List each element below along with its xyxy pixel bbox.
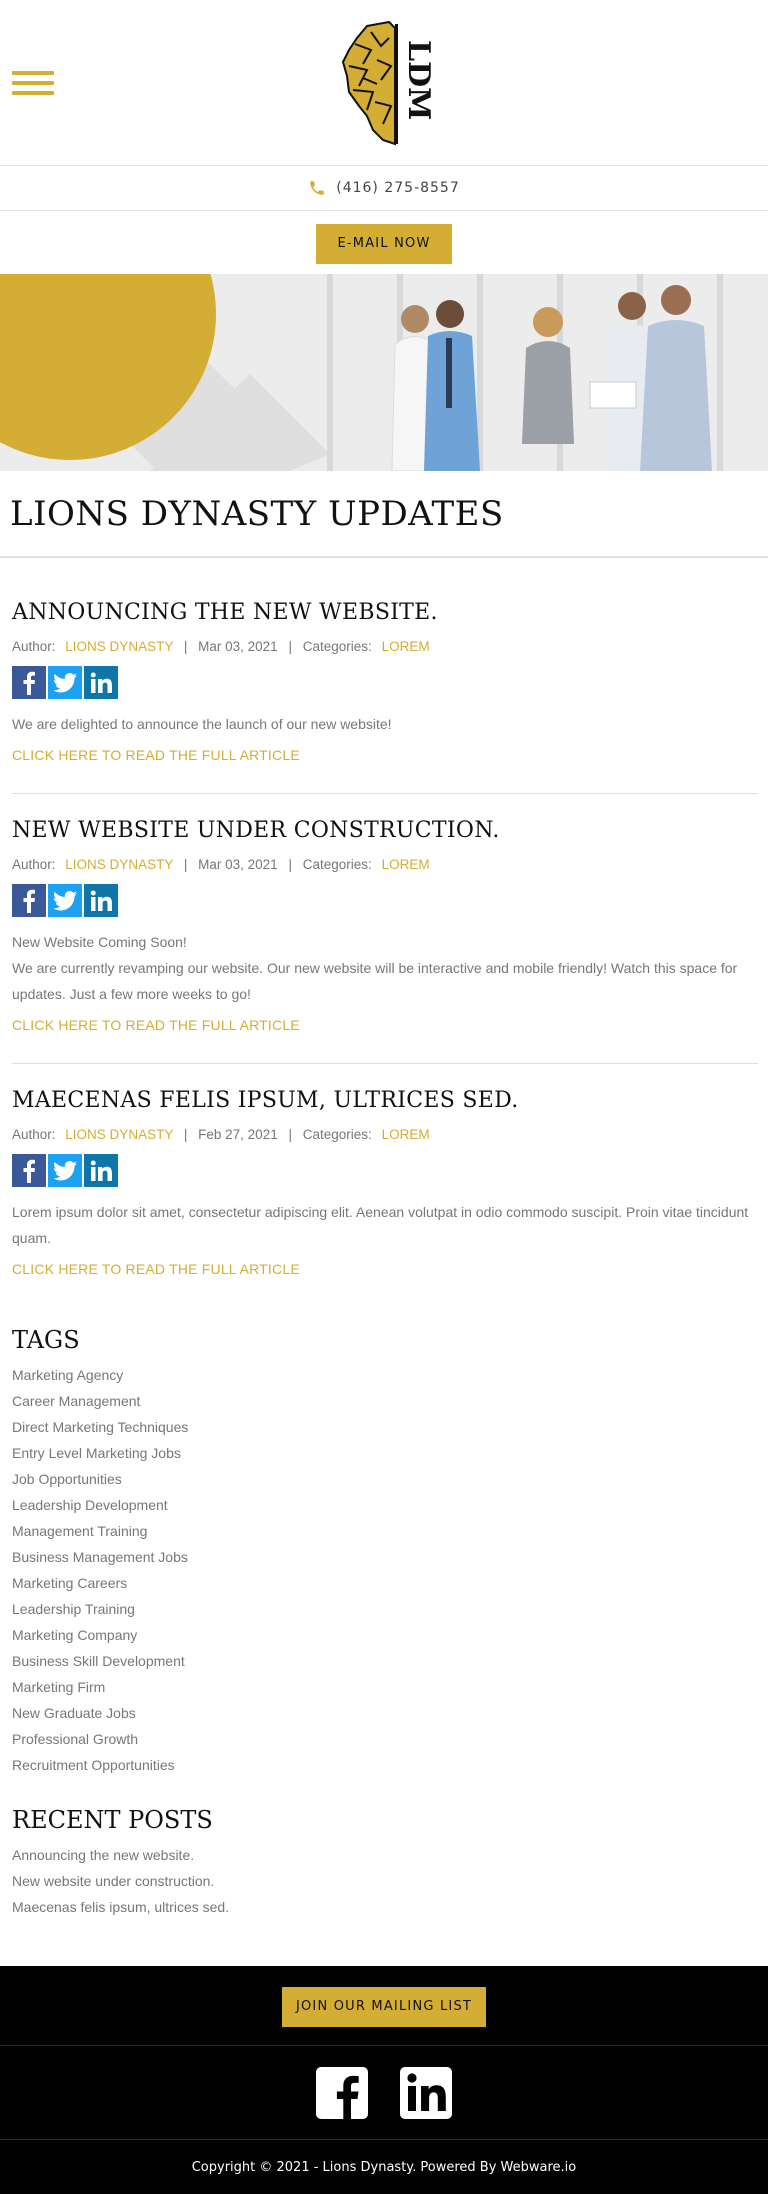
tag-link[interactable]: Marketing Firm xyxy=(12,1679,106,1695)
author-label: Author: xyxy=(12,639,56,654)
author-link[interactable]: LIONS DYNASTY xyxy=(65,1127,174,1142)
footer-social-row xyxy=(0,2046,768,2140)
meta-separator: | xyxy=(288,1127,292,1142)
post-excerpt xyxy=(12,711,758,737)
tag-link[interactable]: Business Skill Development xyxy=(12,1653,185,1669)
category-link[interactable]: LOREM xyxy=(381,1127,430,1142)
meta-separator: | xyxy=(183,639,188,654)
read-more-link[interactable]: CLICK HERE TO READ THE FULL ARTICLE xyxy=(12,1017,300,1033)
meta-separator: | xyxy=(288,857,292,872)
post-paragraph: Lorem ipsum dolor sit amet, consectetur adipiscing elit. Aenean volutpat in odio commodo suscipit. Proin vitae tincidunt quam. xyxy=(12,1204,749,1246)
tag-link[interactable]: Recruitment Opportunities xyxy=(12,1757,175,1773)
linkedin-icon[interactable] xyxy=(84,1154,118,1187)
recent-posts-section xyxy=(12,1806,758,1920)
site-logo[interactable] xyxy=(337,20,437,148)
post-excerpt xyxy=(12,1199,758,1251)
share-buttons xyxy=(12,666,758,699)
tag-link[interactable]: Marketing Agency xyxy=(12,1367,124,1383)
phone-number[interactable]: (416) 275-8557 xyxy=(336,180,460,196)
tag-link[interactable]: Job Opportunities xyxy=(12,1471,122,1487)
tags-section xyxy=(12,1326,758,1778)
recent-post-link[interactable]: Announcing the new website. xyxy=(12,1847,195,1863)
tag-link[interactable]: Management Training xyxy=(12,1523,148,1539)
meta-separator: | xyxy=(288,639,292,654)
tag-link[interactable]: Business Management Jobs xyxy=(12,1549,188,1565)
read-more-link[interactable]: CLICK HERE TO READ THE FULL ARTICLE xyxy=(12,747,300,763)
twitter-icon[interactable] xyxy=(48,666,82,699)
facebook-icon[interactable] xyxy=(12,666,46,699)
copyright: Copyright © 2021 - Lions Dynasty. Powered By Webware.io xyxy=(191,2159,577,2175)
blog-post xyxy=(12,1088,758,1279)
recent-posts-title: RECENT POSTS xyxy=(12,1806,213,1834)
tag-link[interactable]: Career Management xyxy=(12,1393,141,1409)
tag-link[interactable]: Marketing Careers xyxy=(12,1575,128,1591)
hero-image xyxy=(0,274,768,471)
meta-separator: | xyxy=(183,857,188,872)
post-paragraph: New Website Coming Soon! xyxy=(12,934,187,950)
twitter-icon[interactable] xyxy=(48,1154,82,1187)
facebook-icon[interactable] xyxy=(12,884,46,917)
categories-label: Categories: xyxy=(302,857,372,872)
hero-illustration xyxy=(0,274,768,471)
share-buttons xyxy=(12,1154,758,1187)
post-meta xyxy=(12,857,758,872)
phone-bar xyxy=(0,166,768,211)
page-title-bar xyxy=(0,471,768,558)
blog-post xyxy=(12,600,758,765)
mailing-list-row xyxy=(0,1966,768,2046)
author-label: Author: xyxy=(12,857,56,872)
post-paragraph: We are delighted to announce the launch of our new website! xyxy=(12,716,392,732)
linkedin-icon[interactable] xyxy=(84,884,118,917)
recent-post-link[interactable]: Maecenas felis ipsum, ultrices sed. xyxy=(12,1899,230,1915)
post-paragraph: We are currently revamping our website. Our new website will be interactive and mobile friendly! Watch this space for updates. Just a few more weeks to go! xyxy=(12,960,738,1002)
share-buttons xyxy=(12,884,758,917)
post-divider xyxy=(12,793,758,794)
facebook-icon[interactable] xyxy=(316,2067,368,2119)
linkedin-icon[interactable] xyxy=(400,2067,452,2119)
post-meta xyxy=(12,639,758,654)
tag-link[interactable]: Entry Level Marketing Jobs xyxy=(12,1445,181,1461)
post-title[interactable]: NEW WEBSITE UNDER CONSTRUCTION. xyxy=(12,818,500,843)
meta-separator: | xyxy=(183,1127,188,1142)
tag-link[interactable]: Leadership Training xyxy=(12,1601,135,1617)
email-bar xyxy=(0,211,768,274)
page-title: LIONS DYNASTY UPDATES xyxy=(10,493,504,534)
tags-title: TAGS xyxy=(12,1326,80,1354)
linkedin-icon[interactable] xyxy=(84,666,118,699)
phone-icon xyxy=(308,179,326,197)
tag-link[interactable]: Direct Marketing Techniques xyxy=(12,1419,189,1435)
tag-link[interactable]: Marketing Company xyxy=(12,1627,138,1643)
post-date: Mar 03, 2021 xyxy=(198,857,278,872)
categories-label: Categories: xyxy=(302,1127,372,1142)
post-title[interactable]: ANNOUNCING THE NEW WEBSITE. xyxy=(12,600,438,625)
site-footer xyxy=(0,1966,768,2194)
post-date: Mar 03, 2021 xyxy=(198,639,278,654)
author-label: Author: xyxy=(12,1127,56,1142)
join-mailing-list-button[interactable]: JOIN OUR MAILING LIST xyxy=(282,1987,486,2027)
post-date: Feb 27, 2021 xyxy=(198,1127,278,1142)
post-title[interactable]: MAECENAS FELIS IPSUM, ULTRICES SED. xyxy=(12,1088,519,1113)
categories-label: Categories: xyxy=(302,639,372,654)
tag-link[interactable]: Professional Growth xyxy=(12,1731,139,1747)
post-divider xyxy=(12,1063,758,1064)
tag-link[interactable]: New Graduate Jobs xyxy=(12,1705,136,1721)
author-link[interactable]: LIONS DYNASTY xyxy=(65,857,174,872)
recent-post-link[interactable]: New website under construction. xyxy=(12,1873,215,1889)
tag-link[interactable]: Leadership Development xyxy=(12,1497,168,1513)
tag-list xyxy=(12,1362,758,1778)
category-link[interactable]: LOREM xyxy=(381,857,430,872)
email-now-button[interactable]: E-MAIL NOW xyxy=(316,224,452,264)
blog-post xyxy=(12,818,758,1035)
site-header xyxy=(0,0,768,166)
read-more-link[interactable]: CLICK HERE TO READ THE FULL ARTICLE xyxy=(12,1261,300,1277)
post-excerpt xyxy=(12,929,758,1007)
category-link[interactable]: LOREM xyxy=(381,639,430,654)
recent-posts-list xyxy=(12,1842,758,1920)
post-meta xyxy=(12,1127,758,1142)
twitter-icon[interactable] xyxy=(48,884,82,917)
menu-icon[interactable] xyxy=(12,71,54,99)
author-link[interactable]: LIONS DYNASTY xyxy=(65,639,174,654)
facebook-icon[interactable] xyxy=(12,1154,46,1187)
logo-text: LDM xyxy=(401,40,436,121)
